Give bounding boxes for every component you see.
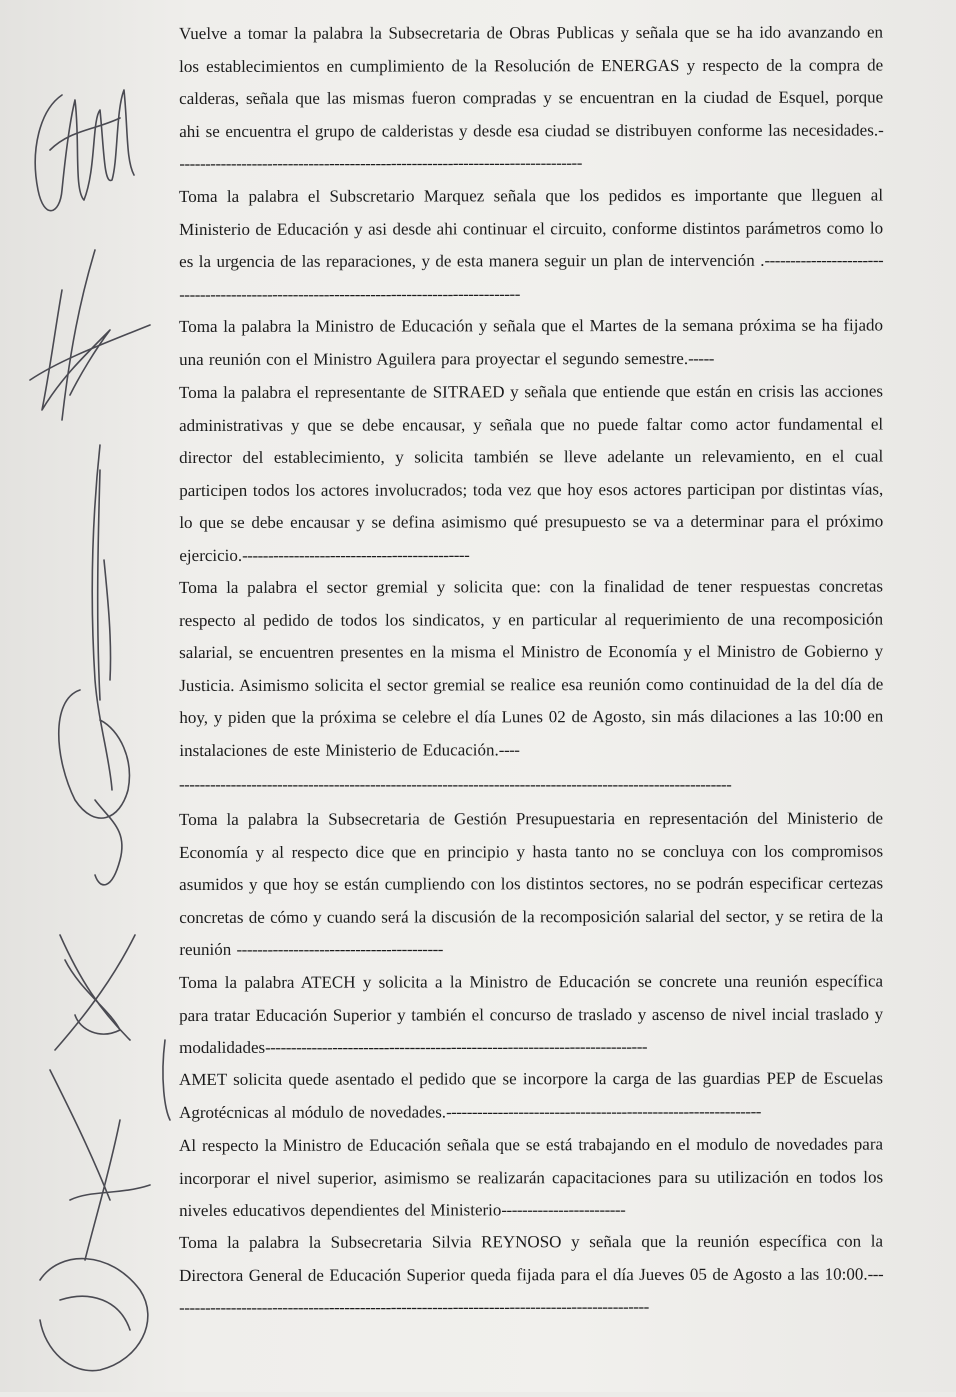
dash-separator: -----------------------------------------------------------------------------------------------------------	[179, 774, 732, 794]
paragraph-obras-publicas: Vuelve a tomar la palabra la Subsecretaria de Obras Publicas y señala que se ha ido avanzando en los establecimientos en cumplimiento de la Resolución de ENERGAS y respecto de la compra de calderas, señala que las mismas fueron compradas y se encuentran en la ciudad de Esquel, porque ahi se encuentra el grupo de calderistas y desde esa ciudad se distribuyen conforme las necesidades.-------------------------------------------------------------------------------	[179, 22, 884, 174]
handwritten-signatures-graphic	[0, 0, 190, 1392]
paragraph-ministro-educacion: Toma la palabra la Ministro de Educación y señala que el Martes de la semana próxima se ha fijado una reunión con el Ministro Aguilera para proyectar el segundo semestre.-----	[179, 315, 884, 369]
margin-signatures	[0, 0, 190, 1392]
paragraph-sitraed: Toma la palabra el representante de SITRAED y señala que entiende que están en crisis las acciones administrativas y que se debe encausar, y señala que no puede faltar como actor fundamental el director del establecimiento, y solicita también se lleve adelante un relevamiento, en el cual participen todos los actores involucrados; toda vez que hoy esos actores participan por distintas vías, lo que se debe encausar y se defina asimismo qué presupuesto se va a determinar para el próximo ejercicio.--------------------------------------------	[179, 381, 884, 565]
document-body	[179, 18, 883, 1325]
paragraph-sector-gremial: Toma la palabra el sector gremial y solicita que: con la finalidad de tener respuestas concretas respecto al pedido de todos los sindicatos, y en particular al requerimiento de una recomposición salarial, se encuentren presentes en la misma el Ministro de Economía y el Ministro de Gobierno y Justicia. Asimismo solicita el sector gremial se realice esa reunión como continuidad de la del día de hoy, y piden que la próxima se celebre el día Lunes 02 de Agosto, sin más dilaciones a las 10:00 en instalaciones de este Ministerio de Educación.----	[179, 576, 884, 761]
paragraph-reynoso: Toma la palabra la Subsecretaria Silvia REYNOSO y señala que la reunión específica con la Directora General de Educación Superior queda fijada para el día Jueves 05 de Agosto a las 10:00.----------------------------------------------------------------------------------------------	[179, 1231, 884, 1318]
paragraph-amet: AMET solicita quede asentado el pedido que se incorpore la carga de las guardias PEP de Escuelas Agrotécnicas al módulo de novedades.-------------------------------------------------------------	[179, 1068, 884, 1122]
paragraph-modulo-novedades: Al respecto la Ministro de Educación señala que se está trabajando en el modulo de novedades para incorporar el nivel superior, asimismo se realizarán capacitaciones para su utilización en todos los niveles educativos dependientes del Ministerio------------------------	[179, 1134, 884, 1220]
paragraph-marquez: Toma la palabra el Subscretario Marquez señala que los pedidos es importante que lleguen al Ministerio de Educación y asi desde ahi continuar el circuito, conforme distintos parámetros como lo es la urgencia de las reparaciones, y de esta manera seguir un plan de intervención .-----------------------------------------------------------------------------------------	[179, 185, 884, 304]
paragraph-gestion-presupuestaria: Toma la palabra la Subsecretaria de Gestión Presupuestaria en representación del Ministerio de Economía y al respecto dice que en principio y hasta tanto no se concluya con los compromisos asumidos y que hoy se están cumpliendo con los distintos sectores, no se podrán especificar certezas concretas de cómo y cuando será la discusión de la recomposición salarial del sector, y se retira de la reunión ----------------------------------------	[179, 808, 884, 960]
paragraph-atech: Toma la palabra ATECH y solicita a la Ministro de Educación se concrete una reunión específica para tratar Educación Superior y también el concurso de traslado y ascenso de nivel incial traslado y modalidades--------------------------------------------------------------------------	[179, 971, 884, 1057]
